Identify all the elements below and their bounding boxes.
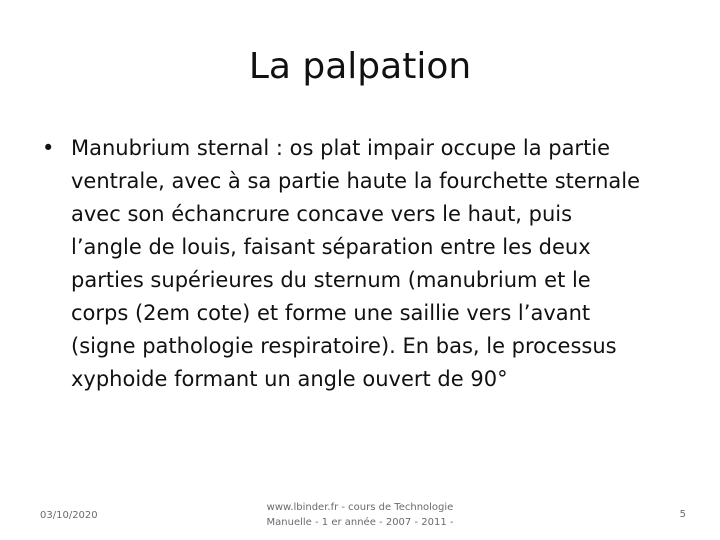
bullet-item [36, 132, 686, 396]
footer-source [230, 500, 490, 530]
bullet-text-line: (signe pathologie respiratoire). En bas, le processus [71, 334, 617, 358]
footer-source-line: www.lbinder.fr - cours de Technologie [266, 502, 454, 513]
bullet-text-line: Manubrium sternal : os plat impair occupe la partie [71, 136, 611, 160]
bullet-text-line: ventrale, avec à sa partie haute la fourchette sternale [71, 169, 641, 193]
slide-body [36, 132, 686, 396]
footer-date: 03/10/2020 [40, 510, 98, 521]
bullet-text-line: parties supérieures du sternum (manubrium et le [71, 268, 591, 292]
bullet-text-line: corps (2em cote) et forme une saillie vers l’avant [71, 301, 591, 325]
bullet-text-line: xyphoide formant un angle ouvert de 90° [71, 367, 508, 391]
slide-title: La palpation [248, 46, 472, 87]
page-number: 5 [679, 509, 686, 520]
bullet-text-line: avec son échancrure concave vers le haut, puis [71, 202, 573, 226]
bullet-text-line: l’angle de louis, faisant séparation entre les deux [71, 235, 591, 259]
bullet-icon: • [42, 136, 55, 160]
footer-source-line: Manuelle - 1 er année - 2007 - 2011 - [266, 517, 454, 528]
